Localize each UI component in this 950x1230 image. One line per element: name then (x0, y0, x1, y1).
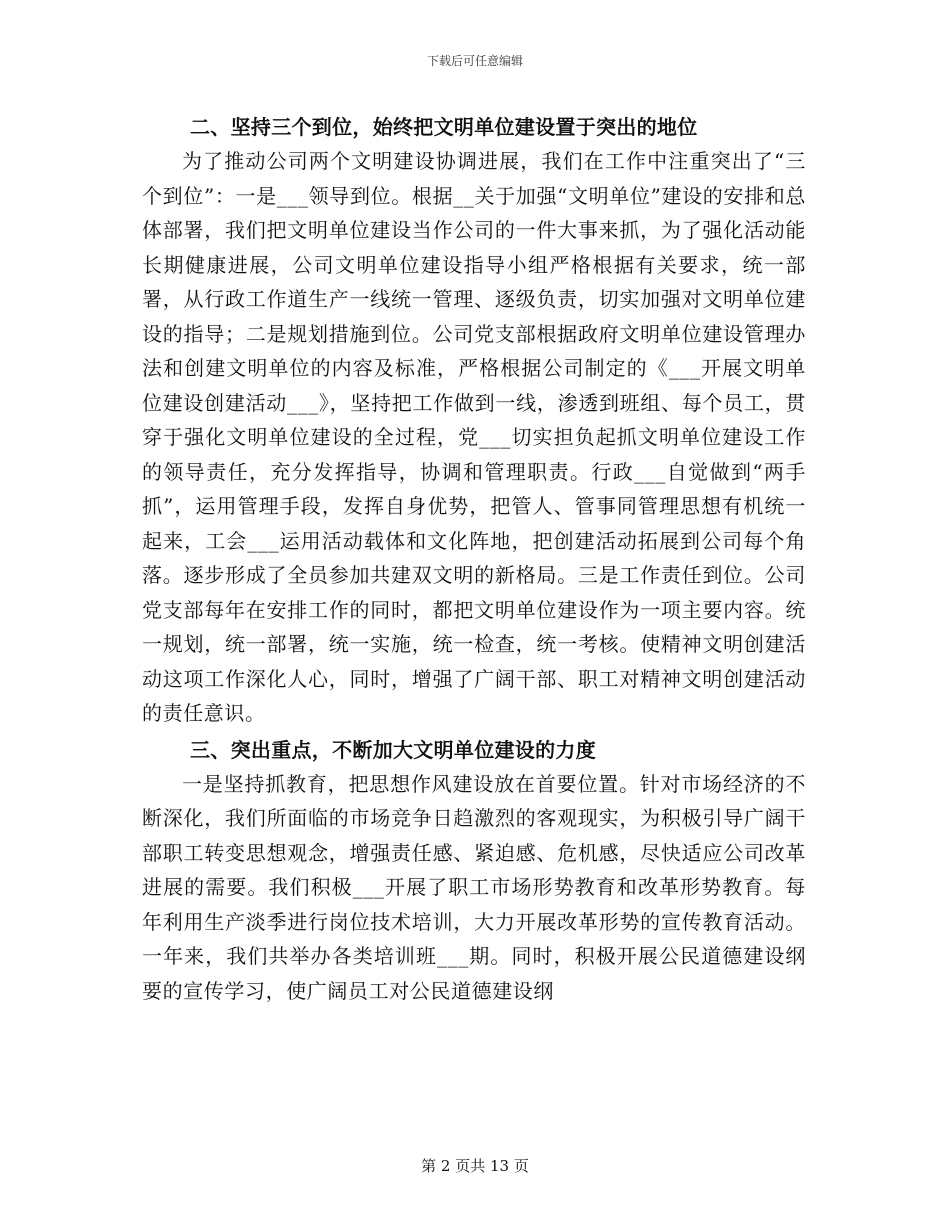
section-paragraph: 一是坚持抓教育，把思想作风建设放在首要位置。针对市场经济的不断深化，我们所面临的市场竞争日趋激烈的客观现实，为积极引导广阔干部职工转变思想观念，增强责任感、紧迫感、危机感，尽快适应公司改革进展的需要。我们积极___开展了职工市场形势教育和改革形势教育。每年利用生产淡季进行岗位技术培训，大力开展改革形势的宣传教育活动。一年来，我们共举办各类培训班___期。同时，积极开展公民道德建设纲要的宣传学习，使广阔员工对公民道德建设纲 (142, 771, 806, 1003)
section-3 (142, 733, 806, 1009)
section-heading: 二、坚持三个到位，始终把文明单位建设置于突出的地位 (190, 115, 698, 139)
header-note: 下载后可任意编辑 (426, 54, 523, 68)
section-paragraph: 为了推动公司两个文明建设协调进展，我们在工作中注重突出了“三个到位”：一是___领导到位。根据__关于加强“文明单位”建设的安排和总体部署，我们把文明单位建设当作公司的一件大事来抓，为了强化活动能长期健康进展，公司文明单位建设指导小组严格根据有关要求，统一部署，从行政工作道生产一线统一管理、逐级负责，切实加强对文明单位建设的指导；二是规划措施到位。公司党支部根据政府文明单位建设管理办法和创建文明单位的内容及标准，严格根据公司制定的《___开展文明单位建设创建活动___》，坚持把工作做到一线，渗透到班组、每个员工，贯穿于强化文明单位建设的全过程，党___切实担负起抓文明单位建设工作的领导责任，充分发挥指导，协调和管理职责。行政___自觉做到“两手抓”，运用管理手段，发挥自身优势，把管人、管事同管理思想有机统一起来，工会___运用活动载体和文化阵地，把创建活动拓展到公司每个角落。逐步形成了全员参加共建双文明的新格局。三是工作责任到位。公司党支部每年在安排工作的同时，都把文明单位建设作为一项主要内容。统一规划，统一部署，统一实施，统一检查，统一考核。使精神文明创建活动这项工作深化人心，同时，增强了广阔干部、职工对精神文明创建活动的责任意识。 (142, 149, 806, 725)
document-body (142, 110, 806, 1008)
section-2 (142, 110, 806, 731)
page-footer: 第 2 页共 13 页 (421, 1157, 529, 1175)
section-heading: 三、突出重点，不断加大文明单位建设的力度 (190, 737, 596, 762)
